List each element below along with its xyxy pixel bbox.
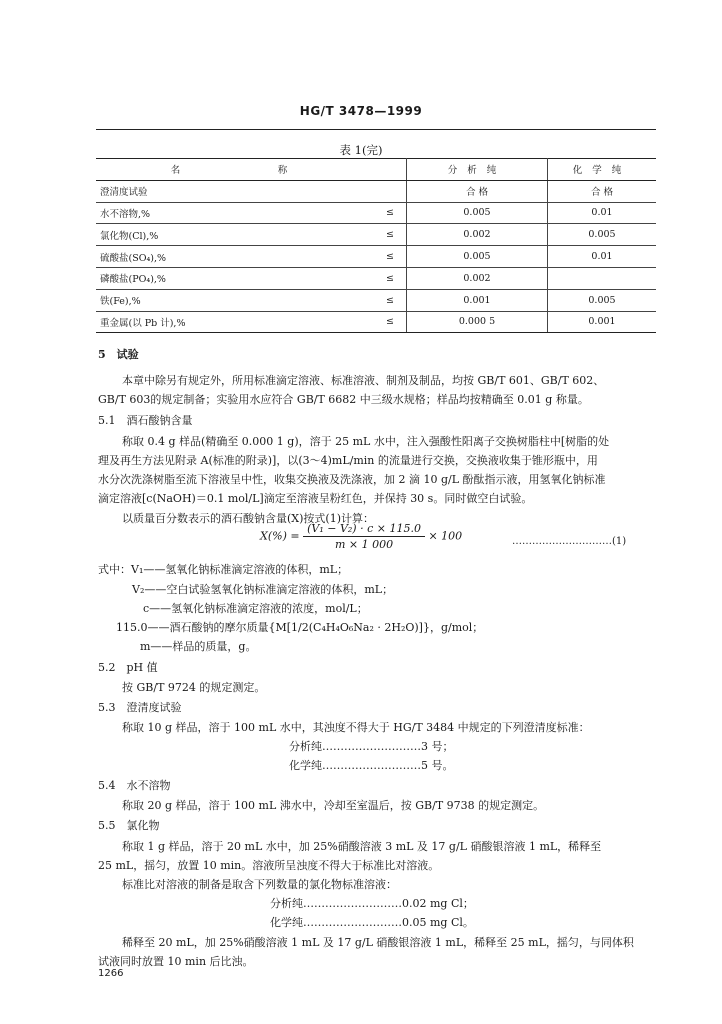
item-cp-value: 0.001: [548, 311, 657, 333]
column-header-name: 名 称: [96, 159, 407, 181]
table-row: [96, 224, 656, 246]
item-name: 磷酸盐(PO₄),%: [96, 267, 374, 289]
where-line: c——氢氧化钠标准滴定溶液的浓度，mol/L；: [143, 602, 368, 615]
formula-fraction: [303, 522, 425, 551]
paragraph-line: 理及再生方法见附录 A(标准的附录)]，以(3～4)mL/min 的流量进行交换，交换液收集于锥形瓶中，用: [98, 454, 598, 467]
table-header-row: [96, 159, 656, 181]
paragraph-line: 25 mL，摇匀，放置 10 min。溶液所呈浊度不得大于标准比对溶液。: [98, 859, 440, 872]
table-row: [96, 289, 656, 311]
item-cp-value: 0.005: [548, 224, 657, 246]
paragraph-line: 称取 10 g 样品，溶于 100 mL 水中，其浊度不得大于 HG/T 3484 中规定的下列澄清度标准：: [122, 721, 590, 734]
formula-numerator: (V₁ − V₂) · c × 115.0: [303, 522, 425, 537]
item-operator: [374, 180, 407, 202]
where-line: 115.0——酒石酸钠的摩尔质量{M[1/2(C₄H₄O₆Na₂ · 2H₂O)]}，g/mol；: [116, 621, 484, 634]
item-name: 氯化物(Cl),%: [96, 224, 374, 246]
item-name: 水不溶物,%: [96, 202, 374, 224]
item-cp-value: 合 格: [548, 180, 657, 202]
item-operator: ≤: [374, 311, 407, 333]
table-row: [96, 246, 656, 268]
paragraph-line: 称取 0.4 g 样品(精确至 0.000 1 g)，溶于 25 mL 水中，注入强酸性阳离子交换树脂柱中[树脂的处: [122, 435, 610, 448]
formula-lhs: X(%) =: [260, 529, 300, 543]
list-item: 化学纯………………………0.05 mg Cl。: [270, 916, 474, 929]
table-caption: 表 1(完): [339, 143, 383, 157]
section-5-2-title: 5.2 pH 值: [98, 661, 158, 674]
item-operator: ≤: [374, 202, 407, 224]
item-ar-value: 0.005: [407, 246, 548, 268]
item-operator: ≤: [374, 267, 407, 289]
where-line: V₂——空白试验氢氧化钠标准滴定溶液的体积，mL；: [132, 583, 394, 596]
item-operator: ≤: [374, 246, 407, 268]
item-ar-value: 0.002: [407, 224, 548, 246]
column-header-ar: 分析纯: [407, 159, 548, 181]
item-ar-value: 0.005: [407, 202, 548, 224]
item-ar-value: 0.001: [407, 289, 548, 311]
item-cp-value: 0.005: [548, 289, 657, 311]
paragraph-line: 水分次洗涤树脂至流下溶液呈中性，收集交换液及洗涤液，加 2 滴 10 g/L 酚酞指示液，用氢氧化钠标准: [98, 473, 606, 486]
section-5-3-title: 5.3 澄清度试验: [98, 701, 182, 714]
formula-1: [260, 522, 462, 551]
list-item: 分析纯………………………3 号；: [289, 740, 454, 753]
paragraph-line: 称取 1 g 样品，溶于 20 mL 水中，加 25%硝酸溶液 3 mL 及 17 g/L 硝酸银溶液 1 mL，稀释至: [122, 840, 602, 853]
item-name: 澄清度试验: [96, 180, 374, 202]
section-5-5-title: 5.5 氯化物: [98, 819, 160, 832]
spec-table: [96, 158, 656, 333]
table-row: [96, 202, 656, 224]
where-line: 式中：V₁——氢氧化钠标准滴定溶液的体积，mL；: [98, 563, 349, 576]
item-operator: ≤: [374, 289, 407, 311]
table-row: [96, 311, 656, 333]
item-cp-value: 0.01: [548, 246, 657, 268]
page-header: HG/T 3478—1999: [299, 104, 423, 118]
formula-tail: × 100: [428, 529, 463, 543]
header-rule: [96, 129, 656, 130]
item-ar-value: 合 格: [407, 180, 548, 202]
list-item: 化学纯………………………5 号。: [289, 759, 454, 772]
paragraph-line: GB/T 603的规定制备；实验用水应符合 GB/T 6682 中三级水规格；样品均按精确至 0.01 g 称量。: [98, 393, 589, 406]
paragraph-line: 本章中除另有规定外，所用标准滴定溶液、标准溶液、制剂及制品，均按 GB/T 601、GB/T 602、: [122, 374, 605, 387]
item-ar-value: 0.000 5: [407, 311, 548, 333]
where-line: m——样品的质量，g。: [140, 640, 257, 653]
formula-denominator: m × 1 000: [334, 538, 394, 551]
item-operator: ≤: [374, 224, 407, 246]
section-5-1-title: 5.1 酒石酸钠含量: [98, 414, 193, 427]
item-cp-value: 0.01: [548, 202, 657, 224]
page-number: 1266: [98, 968, 124, 979]
paragraph-line: 标准比对溶液的制备是取含下列数量的氯化物标准溶液：: [122, 878, 397, 891]
item-cp-value: [548, 267, 657, 289]
table-row: [96, 267, 656, 289]
item-ar-value: 0.002: [407, 267, 548, 289]
paragraph-line: 按 GB/T 9724 的规定测定。: [122, 681, 266, 694]
item-name: 铁(Fe),%: [96, 289, 374, 311]
item-name: 重金属(以 Pb 计),%: [96, 311, 374, 333]
paragraph-line: 试液同时放置 10 min 后比浊。: [98, 955, 254, 968]
column-header-cp: 化学纯: [548, 159, 657, 181]
list-item: 分析纯………………………0.02 mg Cl；: [270, 897, 474, 910]
paragraph-line: 稀释至 20 mL，加 25%硝酸溶液 1 mL 及 17 g/L 硝酸银溶液 1 mL，稀释至 25 mL，摇匀，与同体积: [122, 936, 634, 949]
section-5-4-title: 5.4 水不溶物: [98, 779, 171, 792]
section-5-title: 5 试验: [98, 348, 139, 361]
table-row: [96, 180, 656, 202]
paragraph-line: 滴定溶液[c(NaOH)＝0.1 mol/L]滴定至溶液呈粉红色，并保持 30 s。同时做空白试验。: [98, 492, 533, 505]
formula-number: …………………………(1): [512, 536, 627, 547]
paragraph-line: 称取 20 g 样品，溶于 100 mL 沸水中，冷却至室温后，按 GB/T 9738 的规定测定。: [122, 799, 545, 812]
item-name: 硫酸盐(SO₄),%: [96, 246, 374, 268]
paragraph-line: 以质量百分数表示的酒石酸钠含量(X)按式(1)计算：: [122, 512, 374, 525]
